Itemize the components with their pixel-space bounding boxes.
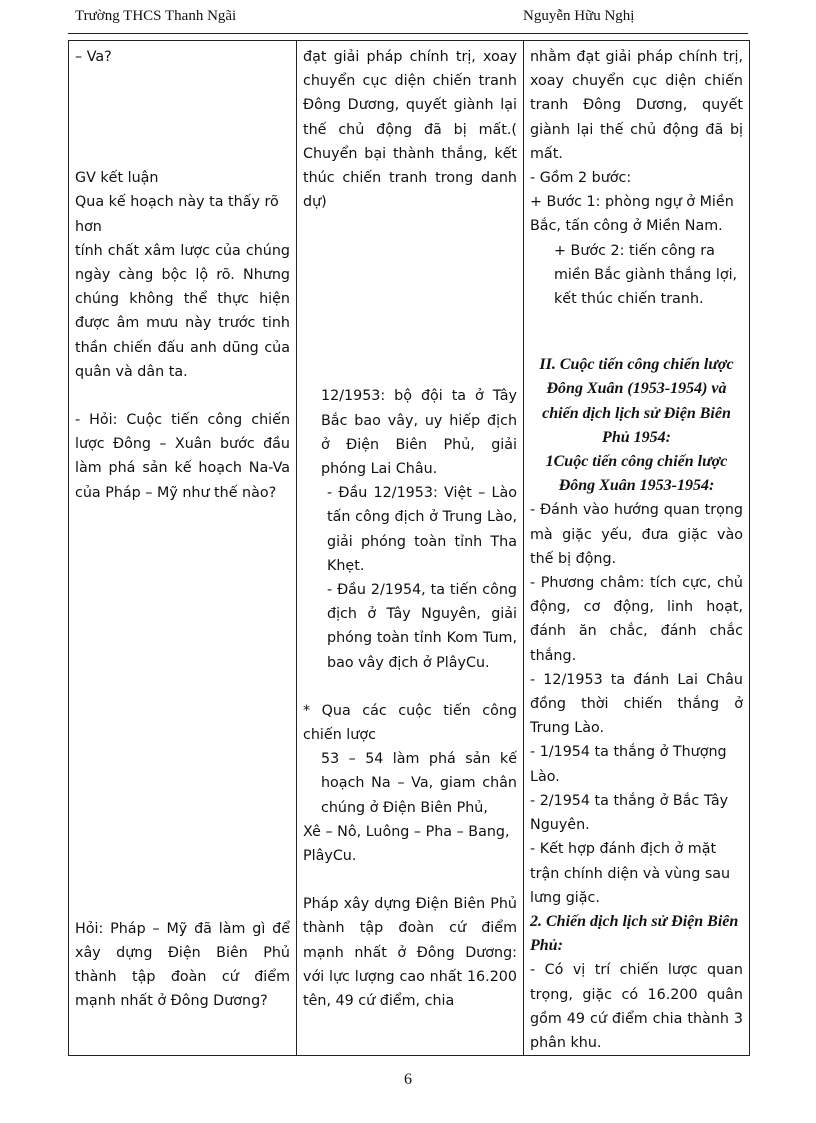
content-attack-direction: - Đánh vào hướng quan trọng mà giặc yếu, đưa giặc vào thế bị động.	[530, 502, 743, 567]
conclusion-text-2: tính chất xâm lược của chúng ngày càng bộc lộ rõ. Nhưng chúng không thể thực hiện được âm mưu này trước tinh thần chiến đấu anh dũng của quân và dân ta.	[75, 242, 290, 380]
answer-fortress: Pháp xây dựng Điện Biên Phủ thành tập đoàn cứ điểm mạnh nhất ở Đông Dương: với lực lượng cao nhất 16.200 tên, 49 cứ điểm, chia	[303, 896, 517, 1010]
header-school: Trường THCS Thanh Ngãi	[75, 8, 237, 24]
content-two-steps: - Gồm 2 bước:	[530, 170, 632, 187]
content-strategy: - Phương châm: tích cực, chủ động, cơ động, linh hoạt, đánh ăn chắc, đánh chắc thắng.	[530, 575, 743, 664]
answer-summary-intro: * Qua các cuộc tiến công chiến lược	[303, 702, 517, 744]
question-dien-bien-phu: Hỏi: Pháp – Mỹ đã làm gì để xây dựng Điện Biên Phủ thành tập đoàn cứ điểm mạnh nhất ở Đông Dương?	[75, 920, 290, 1010]
subsection-heading-1: 1Cuộc tiến công chiến lược Đông Xuân 1953-1954:	[545, 453, 728, 495]
content-navarre-goal: nhằm đạt giải pháp chính trị, xoay chuyển cục diện chiến tranh Đông Dương, quyết giành lại thế chủ động đã bị mất.	[530, 49, 743, 162]
answer-summary-1: 53 – 54 làm phá sản kế hoạch Na – Va, giam chân chúng ở Điện Biên Phủ,	[321, 751, 517, 816]
table-row	[69, 41, 750, 1056]
content-dec-1953: - 12/1953 ta đánh Lai Châu đồng thời chiến thắng ở Trung Lào.	[530, 671, 743, 737]
lesson-table	[68, 40, 750, 1056]
page-number: 6	[404, 1071, 412, 1088]
subsection-heading-2: 2. Chiến dịch lịch sử Điện Biên Phủ:	[530, 912, 739, 955]
lesson-content-column	[524, 41, 750, 1056]
question-winter-spring: - Hỏi: Cuộc tiến công chiến lược Đông – Xuân bước đầu làm phá sản kế hoạch Na-Va của Pháp – Mỹ như thế nào?	[75, 412, 290, 501]
content-step-2: + Bước 2: tiến công ra miền Bắc giành thắng lợi, kết thúc chiến tranh.	[554, 242, 738, 308]
answer-summary-2: Xê – Nô, Luông – Pha – Bang, PlâyCu.	[303, 823, 510, 865]
content-jan-1954: - 1/1954 ta thắng ở Thượng Lào.	[530, 744, 727, 785]
content-combined-front: - Kết hợp đánh địch ở mặt trận chính diện và vùng sau lưng giặc.	[530, 841, 731, 906]
teacher-activity-column	[69, 41, 297, 1056]
student-activity-column	[297, 41, 524, 1056]
content-fortress: - Có vị trí chiến lược quan trọng, giặc có 16.200 quân gồm 49 cứ điểm chia thành 3 phân khu.	[530, 962, 743, 1051]
question-tail: – Va?	[75, 49, 112, 65]
content-feb-1954: - 2/1954 ta thắng ở Bắc Tây Nguyên.	[530, 792, 729, 834]
section-heading-2: II. Cuộc tiến công chiến lược Đông Xuân (1953-1954) và chiến dịch lịch sử Điện Biên Phủ 1954:	[539, 356, 734, 446]
answer-navarre-goal: đạt giải pháp chính trị, xoay chuyển cục diện chiến tranh Đông Dương, quyết giành lại thế chủ động đã bị mất.( Chuyển bại thành thắng, kết thúc chiến tranh trong danh dự)	[303, 49, 517, 211]
header-divider	[68, 33, 748, 34]
header-teacher: Nguyễn Hữu Nghị	[523, 8, 635, 24]
answer-central-laos: - Đầu 12/1953: Việt – Lào tấn công địch ở Trung Lào, giải phóng toàn tỉnh Tha Khẹt.	[327, 485, 517, 574]
answer-dec-1953: 12/1953: bộ đội ta ở Tây Bắc bao vây, uy hiếp địch ở Điện Biên Phủ, giải phóng Lai Châu.	[321, 388, 517, 478]
conclusion-title: GV kết luận	[75, 170, 159, 187]
answer-central-highlands: - Đầu 2/1954, ta tiến công địch ở Tây Nguyên, giải phóng toàn tỉnh Kom Tum, bao vây địch ở PlâyCu.	[327, 582, 517, 671]
conclusion-text-1: Qua kế hoạch này ta thấy rõ hơn	[75, 194, 279, 235]
content-step-1: + Bước 1: phòng ngự ở Miền Bắc, tấn công ở Miền Nam.	[530, 194, 734, 235]
